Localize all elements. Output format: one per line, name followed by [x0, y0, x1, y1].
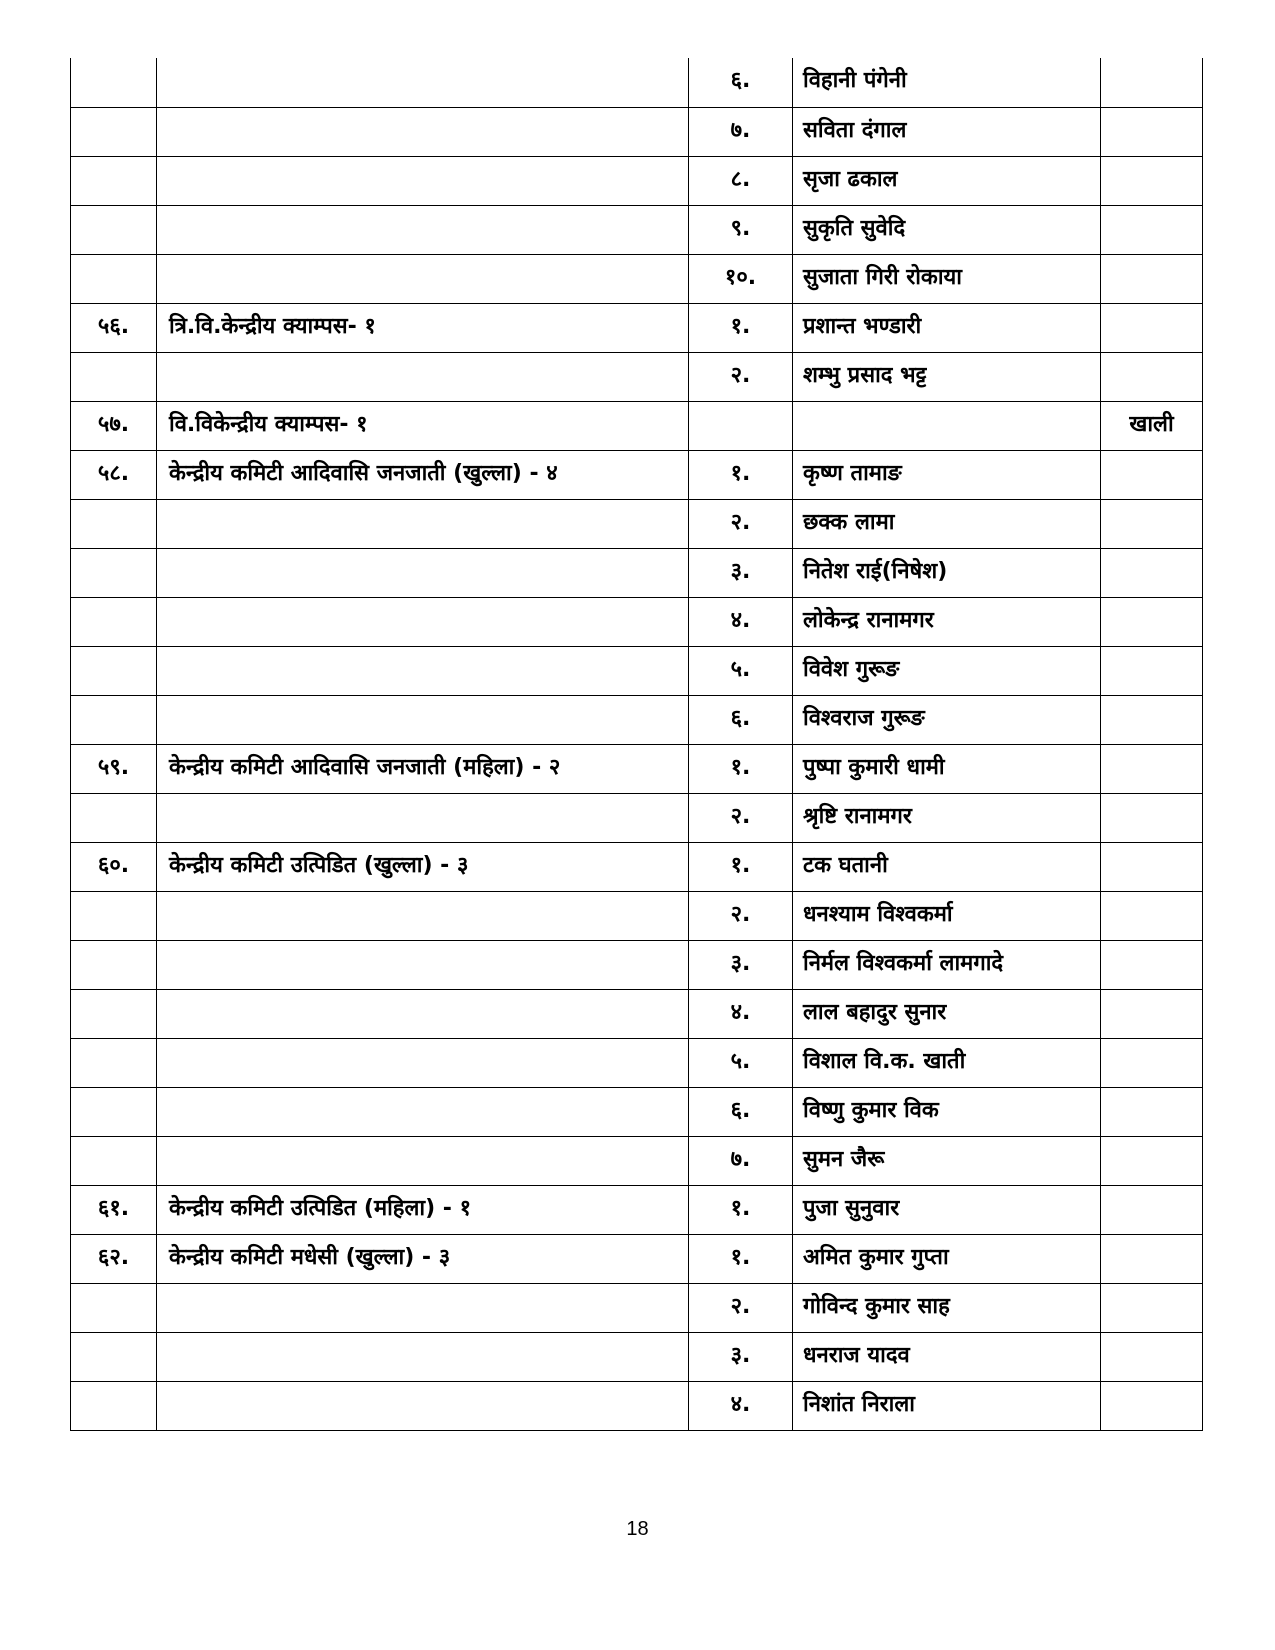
remark-cell	[1101, 891, 1203, 940]
candidate-name-cell: पुष्पा कुमारी धामी	[793, 744, 1101, 793]
remark-cell	[1101, 842, 1203, 891]
serial-number-cell: ६०.	[71, 842, 157, 891]
category-cell: केन्द्रीय कमिटी आदिवासि जनजाती (खुल्ला) - ४	[157, 450, 689, 499]
table-row	[71, 1185, 1203, 1234]
table-row	[71, 744, 1203, 793]
candidate-name-cell: सविता दंगाल	[793, 107, 1101, 156]
table-row	[71, 352, 1203, 401]
candidate-name-cell: धनराज यादव	[793, 1332, 1101, 1381]
remark-cell	[1101, 646, 1203, 695]
candidate-name-cell: निर्मल विश्वकर्मा लामगादे	[793, 940, 1101, 989]
category-cell	[157, 58, 689, 107]
candidate-name-cell: शम्भु प्रसाद भट्ट	[793, 352, 1101, 401]
table-row	[71, 1332, 1203, 1381]
candidate-name-cell: विशाल वि.क. खाती	[793, 1038, 1101, 1087]
candidate-name-cell: नितेश राई(निषेश)	[793, 548, 1101, 597]
serial-number-cell	[71, 597, 157, 646]
candidate-number-cell: २.	[689, 1283, 793, 1332]
remark-cell	[1101, 450, 1203, 499]
table-row	[71, 450, 1203, 499]
table-row	[71, 646, 1203, 695]
remark-cell	[1101, 1136, 1203, 1185]
table-row	[71, 891, 1203, 940]
remark-cell	[1101, 1332, 1203, 1381]
table-body	[71, 58, 1203, 1430]
category-cell	[157, 1038, 689, 1087]
candidate-number-cell: ३.	[689, 1332, 793, 1381]
candidate-name-cell: धनश्याम विश्वकर्मा	[793, 891, 1101, 940]
serial-number-cell	[71, 989, 157, 1038]
remark-cell	[1101, 940, 1203, 989]
serial-number-cell	[71, 254, 157, 303]
table-row	[71, 401, 1203, 450]
category-cell	[157, 1332, 689, 1381]
table-row	[71, 1136, 1203, 1185]
category-cell: केन्द्रीय कमिटी मधेसी (खुल्ला) - ३	[157, 1234, 689, 1283]
category-cell	[157, 597, 689, 646]
category-cell	[157, 107, 689, 156]
serial-number-cell	[71, 499, 157, 548]
remark-cell	[1101, 793, 1203, 842]
remark-cell	[1101, 1381, 1203, 1430]
category-cell	[157, 1136, 689, 1185]
category-cell: त्रि.वि.केन्द्रीय क्याम्पस- १	[157, 303, 689, 352]
remark-cell	[1101, 254, 1203, 303]
candidate-name-cell: विष्णु कुमार विक	[793, 1087, 1101, 1136]
candidate-number-cell: १.	[689, 450, 793, 499]
remark-cell	[1101, 744, 1203, 793]
candidate-number-cell: २.	[689, 793, 793, 842]
category-cell: केन्द्रीय कमिटी उत्पिडित (खुल्ला) - ३	[157, 842, 689, 891]
remark-cell	[1101, 499, 1203, 548]
table-row	[71, 548, 1203, 597]
table-row	[71, 1381, 1203, 1430]
category-cell	[157, 499, 689, 548]
candidate-name-cell: टक घतानी	[793, 842, 1101, 891]
table-row	[71, 1234, 1203, 1283]
serial-number-cell	[71, 1332, 157, 1381]
category-cell	[157, 940, 689, 989]
table-row	[71, 58, 1203, 107]
remark-cell	[1101, 58, 1203, 107]
candidate-name-cell: लोकेन्द्र रानामगर	[793, 597, 1101, 646]
serial-number-cell: ६१.	[71, 1185, 157, 1234]
candidate-number-cell: ६.	[689, 1087, 793, 1136]
candidate-number-cell: २.	[689, 891, 793, 940]
candidate-name-cell: विहानी पंगेनी	[793, 58, 1101, 107]
table-row	[71, 940, 1203, 989]
candidate-number-cell: ४.	[689, 597, 793, 646]
candidate-number-cell: १.	[689, 842, 793, 891]
category-cell	[157, 695, 689, 744]
category-cell	[157, 1381, 689, 1430]
category-cell: वि.विकेन्द्रीय क्याम्पस- १	[157, 401, 689, 450]
candidate-number-cell: ३.	[689, 940, 793, 989]
table-row	[71, 1283, 1203, 1332]
candidate-number-cell: ९.	[689, 205, 793, 254]
serial-number-cell: ५६.	[71, 303, 157, 352]
serial-number-cell	[71, 1381, 157, 1430]
serial-number-cell	[71, 1087, 157, 1136]
candidate-number-cell: १०.	[689, 254, 793, 303]
table-row	[71, 842, 1203, 891]
remark-cell	[1101, 107, 1203, 156]
candidate-number-cell: ८.	[689, 156, 793, 205]
table-row	[71, 156, 1203, 205]
candidate-number-cell: २.	[689, 352, 793, 401]
remark-cell	[1101, 156, 1203, 205]
serial-number-cell	[71, 891, 157, 940]
remark-cell	[1101, 989, 1203, 1038]
serial-number-cell	[71, 646, 157, 695]
remark-cell	[1101, 695, 1203, 744]
serial-number-cell	[71, 205, 157, 254]
category-cell	[157, 989, 689, 1038]
serial-number-cell: ५९.	[71, 744, 157, 793]
candidate-name-cell: निशांत निराला	[793, 1381, 1101, 1430]
candidate-number-cell: ६.	[689, 58, 793, 107]
table-row	[71, 254, 1203, 303]
candidate-number-cell: ६.	[689, 695, 793, 744]
table-row	[71, 695, 1203, 744]
remark-cell	[1101, 1038, 1203, 1087]
serial-number-cell	[71, 58, 157, 107]
category-cell	[157, 1283, 689, 1332]
candidate-number-cell: ५.	[689, 1038, 793, 1087]
table-row	[71, 205, 1203, 254]
serial-number-cell: ६२.	[71, 1234, 157, 1283]
serial-number-cell: ५८.	[71, 450, 157, 499]
table-row	[71, 793, 1203, 842]
category-cell	[157, 254, 689, 303]
remark-cell	[1101, 1234, 1203, 1283]
candidate-name-cell: विश्वराज गुरूङ	[793, 695, 1101, 744]
remark-cell	[1101, 352, 1203, 401]
candidate-number-cell: ७.	[689, 107, 793, 156]
category-cell	[157, 646, 689, 695]
candidate-number-cell: ७.	[689, 1136, 793, 1185]
table-row	[71, 1038, 1203, 1087]
serial-number-cell	[71, 156, 157, 205]
serial-number-cell	[71, 1136, 157, 1185]
candidate-name-cell: श्रृष्टि रानामगर	[793, 793, 1101, 842]
candidate-name-cell: सृजा ढकाल	[793, 156, 1101, 205]
category-cell	[157, 156, 689, 205]
category-cell	[157, 548, 689, 597]
candidate-name-cell: लाल बहादुर सुनार	[793, 989, 1101, 1038]
page-number: 18	[626, 1518, 649, 1540]
table-row	[71, 303, 1203, 352]
remark-cell	[1101, 597, 1203, 646]
candidate-name-cell: सुजाता गिरी रोकाया	[793, 254, 1101, 303]
serial-number-cell	[71, 107, 157, 156]
candidate-table	[70, 58, 1203, 1431]
remark-cell	[1101, 205, 1203, 254]
candidate-number-cell: १.	[689, 744, 793, 793]
serial-number-cell	[71, 1283, 157, 1332]
candidate-name-cell: प्रशान्त भण्डारी	[793, 303, 1101, 352]
serial-number-cell	[71, 548, 157, 597]
category-cell: केन्द्रीय कमिटी उत्पिडित (महिला) - १	[157, 1185, 689, 1234]
candidate-name-cell: कृष्ण तामाङ	[793, 450, 1101, 499]
category-cell	[157, 793, 689, 842]
table-row	[71, 107, 1203, 156]
category-cell	[157, 1087, 689, 1136]
serial-number-cell	[71, 940, 157, 989]
candidate-number-cell: १.	[689, 1185, 793, 1234]
candidate-name-cell: पुजा सुनुवार	[793, 1185, 1101, 1234]
remark-cell	[1101, 548, 1203, 597]
category-cell	[157, 205, 689, 254]
candidate-name-cell: अमित कुमार गुप्ता	[793, 1234, 1101, 1283]
candidate-number-cell: ५.	[689, 646, 793, 695]
candidate-name-cell	[793, 401, 1101, 450]
serial-number-cell	[71, 1038, 157, 1087]
candidate-number-cell: २.	[689, 499, 793, 548]
candidate-name-cell: विवेश गुरूङ	[793, 646, 1101, 695]
category-cell	[157, 891, 689, 940]
table-row	[71, 499, 1203, 548]
candidate-name-cell: छक्क लामा	[793, 499, 1101, 548]
candidate-name-cell: गोविन्द कुमार साह	[793, 1283, 1101, 1332]
remark-cell: खाली	[1101, 401, 1203, 450]
category-cell	[157, 352, 689, 401]
candidate-number-cell: १.	[689, 1234, 793, 1283]
candidate-name-cell: सुकृति सुवेदि	[793, 205, 1101, 254]
remark-cell	[1101, 1185, 1203, 1234]
category-cell: केन्द्रीय कमिटी आदिवासि जनजाती (महिला) - २	[157, 744, 689, 793]
serial-number-cell	[71, 352, 157, 401]
remark-cell	[1101, 303, 1203, 352]
serial-number-cell	[71, 793, 157, 842]
candidate-number-cell: ४.	[689, 989, 793, 1038]
candidate-number-cell: ४.	[689, 1381, 793, 1430]
candidate-number-cell	[689, 401, 793, 450]
candidate-name-cell: सुमन जैरू	[793, 1136, 1101, 1185]
table-row	[71, 597, 1203, 646]
table-row	[71, 989, 1203, 1038]
table-row	[71, 1087, 1203, 1136]
remark-cell	[1101, 1087, 1203, 1136]
remark-cell	[1101, 1283, 1203, 1332]
candidate-number-cell: ३.	[689, 548, 793, 597]
serial-number-cell	[71, 695, 157, 744]
candidate-number-cell: १.	[689, 303, 793, 352]
serial-number-cell: ५७.	[71, 401, 157, 450]
